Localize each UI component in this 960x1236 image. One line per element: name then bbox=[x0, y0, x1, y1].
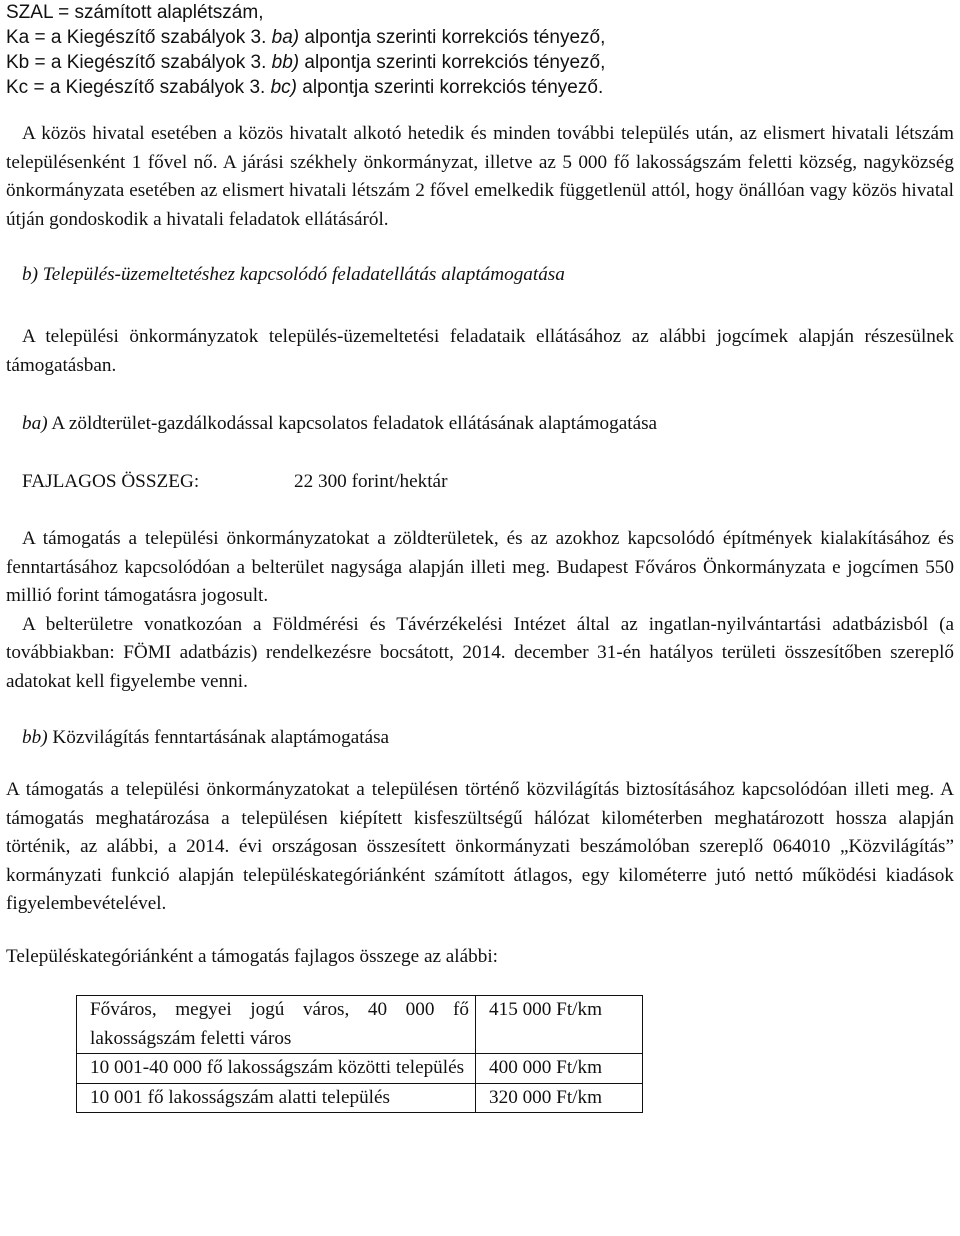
category-cell: 10 001 fő lakosságszám alatti település bbox=[77, 1083, 476, 1113]
amount-cell: 415 000 Ft/km bbox=[476, 996, 643, 1054]
paragraph-kozos-hivatal: A közös hivatal esetében a közös hivatalt alkotó hetedik és minden további település után, az elismert hivatali létszám településenként 1 fővel nő. A járási székhely önkormányzat, illetve az 5 000 fő lakosságszám feletti község, nagyközség önkormányzata esetében az elismert hivatali létszám 2 fővel emelkedik függetlenül attól, hogy önállóan vagy közös hivatal útján gondoskodik a hivatali feladatok ellátásáról. bbox=[6, 123, 954, 230]
paragraph-table-intro: Településkategóriánként a támogatás fajlagos összege az alábbi: bbox=[6, 945, 498, 967]
table-row bbox=[77, 1083, 643, 1113]
category-cell: 10 001-40 000 fő lakosságszám közötti település bbox=[77, 1054, 476, 1084]
section-b-heading: b) Település-üzemeltetéshez kapcsolódó feladatellátás alaptámogatása bbox=[22, 264, 565, 285]
definition-kb: Kb = a Kiegészítő szabályok 3. bb) alpontja szerinti korrekciós tényező, bbox=[6, 52, 606, 73]
fajlagos-value: 22 300 forint/hektár bbox=[294, 471, 448, 492]
definition-kc: Kc = a Kiegészítő szabályok 3. bc) alpontja szerinti korrekciós tényező. bbox=[6, 77, 604, 98]
definition-szal: SZAL = számított alaplétszám, bbox=[6, 2, 264, 23]
paragraph-bb: A támogatás a települési önkormányzatokat a településen történő közvilágítás biztosításához kapcsolódóan illeti meg. A támogatás meghatározása a településen kiépített kisfeszültségű hálózat kilométerben meghatározott hossza alapján történik, az alábbi, a 2014. évi országosan összesített önkormányzati beszámolóban szereplő 064010 „Közvilágítás” kormányzati funkció alapján településkategóriánként számított átlagos, egy kilométerre jutó nettó működési kiadások figyelembevételével. bbox=[6, 779, 954, 914]
section-ba-heading: ba) A zöldterület-gazdálkodással kapcsolatos feladatok ellátásának alaptámogatása bbox=[22, 413, 658, 434]
fajlagos-osszeg bbox=[22, 468, 954, 496]
fajlagos-label: FAJLAGOS ÖSSZEG: bbox=[22, 471, 200, 492]
amount-cell: 400 000 Ft/km bbox=[476, 1054, 643, 1084]
paragraph-ba-2: A belterületre vonatkozóan a Földmérési és Távérzékelési Intézet által az ingatlan-nyilvántartási adatbázisból (a továbbiakban: FÖMI adatbázis) rendelkezésre bocsátott, 2014. december 31-én hatályos területi összesítőben szereplő adatokat kell figyelembe venni. bbox=[6, 613, 954, 692]
document-page bbox=[6, 0, 954, 1113]
category-cell: Főváros, megyei jogú város, 40 000 fő lakosságszám feletti város bbox=[77, 996, 476, 1054]
amount-cell: 320 000 Ft/km bbox=[476, 1083, 643, 1113]
rate-table bbox=[76, 995, 643, 1113]
section-bb-heading: bb) Közvilágítás fenntartásának alaptámogatása bbox=[22, 727, 390, 748]
definition-ka: Ka = a Kiegészítő szabályok 3. ba) alpontja szerinti korrekciós tényező, bbox=[6, 27, 606, 48]
paragraph-b-intro: A települési önkormányzatok település-üzemeltetési feladataik ellátásához az alábbi jogcímek alapján részesülnek támogatásban. bbox=[6, 326, 954, 376]
definitions-list bbox=[6, 0, 954, 100]
table-row bbox=[77, 996, 643, 1054]
paragraph-ba-1: A támogatás a települési önkormányzatokat a zöldterületek, és az azokhoz kapcsolódó építmények kialakításához és fenntartásához kapcsolódóan a belterület nagysága alapján illeti meg. Budapest Főváros Önkormányzata e jogcímen 550 millió forint támogatásra jogosult. bbox=[6, 528, 954, 606]
table-row bbox=[77, 1054, 643, 1084]
